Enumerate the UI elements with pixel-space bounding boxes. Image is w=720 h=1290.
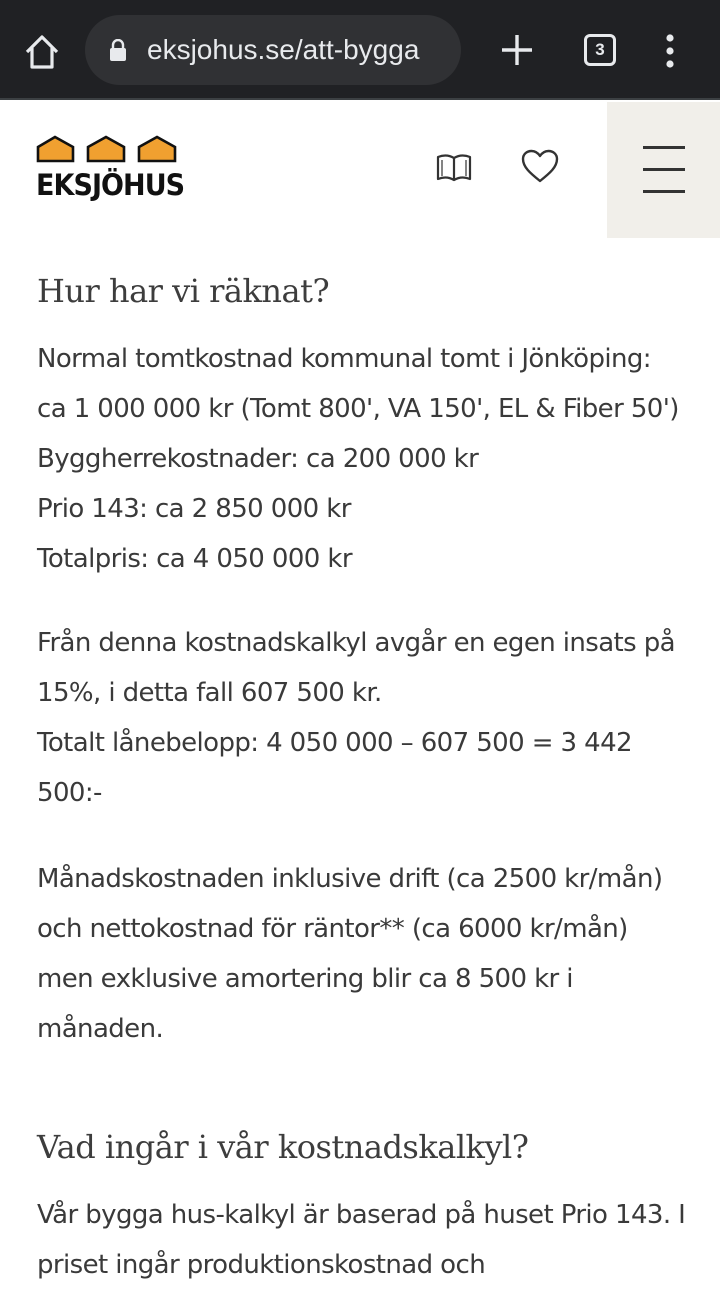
included-paragraph [37, 1190, 685, 1290]
url-text: eksjohus.se/att-bygga [147, 34, 420, 65]
calc-line: ca 1 000 000 kr (Tomt 800', VA 150', EL & Fiber 50') [37, 394, 679, 424]
included-line: Vår bygga hus-kalkyl är baserad på huset Prio 143. I [37, 1200, 686, 1230]
more-options-icon[interactable] [660, 32, 680, 70]
calc-line: Byggherrekostnader: ca 200 000 kr [37, 444, 479, 474]
house-roofs-icon [36, 134, 178, 164]
included-line: priset ingår produktionskostnad och [37, 1250, 486, 1280]
lock-icon [109, 39, 127, 61]
calc-line: Totalpris: ca 4 050 000 kr [37, 544, 352, 574]
logo-text: EKSJÖHUS [36, 168, 185, 202]
monthly-line: men exklusive amortering blir ca 8 500 kr i [37, 964, 573, 994]
hamburger-line [643, 168, 685, 171]
monthly-line: och nettokostnad för räntor** (ca 6000 kr/mån) [37, 914, 628, 944]
tab-switcher-button[interactable]: 3 [584, 34, 616, 66]
address-bar[interactable] [85, 15, 461, 85]
menu-button[interactable] [607, 102, 720, 238]
calc-line: Prio 143: ca 2 850 000 kr [37, 494, 351, 524]
loan-paragraph [37, 618, 675, 818]
heading-how-calculated: Hur har vi räknat? [37, 272, 330, 310]
calc-line: Normal tomtkostnad kommunal tomt i Jönköping: [37, 344, 651, 374]
catalog-book-icon[interactable] [436, 152, 472, 182]
monthly-cost-paragraph [37, 854, 662, 1054]
heading-whats-included: Vad ingår i vår kostnadskalkyl? [37, 1128, 529, 1166]
loan-line: 500:- [37, 778, 102, 808]
new-tab-icon[interactable] [498, 31, 536, 69]
site-header [0, 102, 720, 238]
calculation-paragraph [37, 334, 679, 584]
home-icon[interactable] [22, 32, 62, 72]
loan-line: Totalt lånebelopp: 4 050 000 – 607 500 = 3 442 [37, 728, 632, 758]
loan-line: Från denna kostnadskalkyl avgår en egen insats på [37, 628, 675, 658]
hamburger-line [643, 146, 685, 149]
loan-line: 15%, i detta fall 607 500 kr. [37, 678, 382, 708]
eksjohus-logo[interactable] [36, 134, 185, 206]
favorites-heart-icon[interactable] [520, 148, 560, 184]
monthly-line: månaden. [37, 1014, 164, 1044]
monthly-line: Månadskostnaden inklusive drift (ca 2500 kr/mån) [37, 864, 663, 894]
hamburger-line [643, 190, 685, 193]
browser-toolbar [0, 0, 720, 100]
